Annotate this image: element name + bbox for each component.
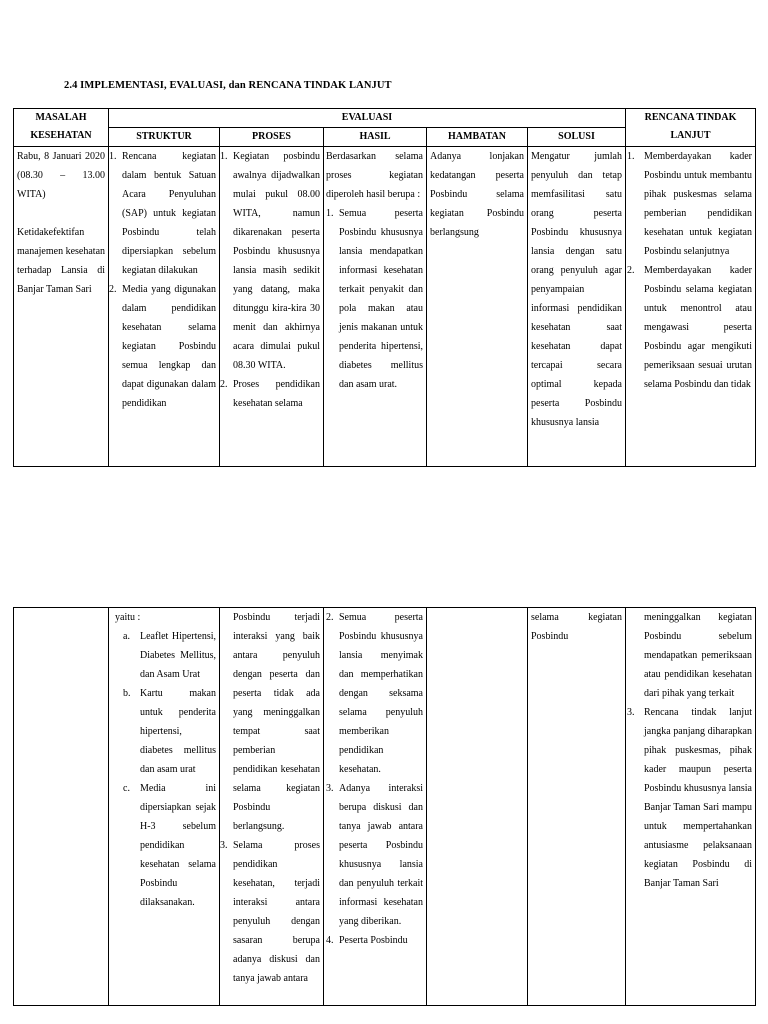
hasil-intro: Berdasarkan selama proses kegiatan diperoleh hasil berupa :: [326, 151, 423, 200]
list-item: 1. Memberdayakan kader Posbindu untuk membantu pihak puskesmas selama pemberian pendidikan kesehatan untuk kegiatan Posbindu selanjutnya: [627, 151, 752, 257]
proses-cell: [220, 147, 324, 467]
header-rencana: RENCANA TINDAK LANJUT: [626, 109, 756, 147]
list-item: 1. Kegiatan posbindu awalnya dijadwalkan mulai pukul 08.00 WITA, namun dikarenakan peserta Posbindu khususnya lansia masih sedikit yang datang, maka ditunggu kira-kira 30 menit dan akhirnya acara dimulai pukul 08.30 WITA.: [220, 151, 320, 371]
evaluation-table-page-2: [13, 607, 756, 1006]
header-hambatan: HAMBATAN: [427, 128, 528, 147]
struktur-intro: yaitu :: [115, 612, 141, 623]
header-solusi: SOLUSI: [528, 128, 626, 147]
header-struktur: STRUKTUR: [109, 128, 220, 147]
header-evaluasi: EVALUASI: [109, 109, 626, 128]
list-item: 2. Proses pendidikan kesehatan selama: [220, 379, 320, 409]
hambatan-cell-cont: [427, 608, 528, 1006]
list-item: 1. Semua peserta Posbindu khususnya lansia mendapatkan informasi kesehatan terkait penyakit dan pola makan atau jenis makanan untuk penderita hipertensi, diabetes mellitus dan asam urat.: [326, 208, 423, 390]
struktur-cell: [109, 147, 220, 467]
evaluation-table-page-1: [13, 108, 756, 467]
masalah-cell: [14, 147, 109, 467]
list-item: b. Kartu makan untuk penderita hipertensi, diabetes mellitus dan asam urat: [123, 688, 216, 775]
list-item: a. Leaflet Hipertensi, Diabetes Mellitus, dan Asam Urat: [123, 631, 216, 680]
rencana-cell: [626, 147, 756, 467]
list-item: 1. Rencana kegiatan dalam bentuk Satuan Acara Penyuluhan (SAP) untuk kegiatan Posbindu telah dipersiapkan sebelum kegiatan dilakukan: [109, 151, 216, 276]
section-heading: 2.4 IMPLEMENTASI, EVALUASI, dan RENCANA TINDAK LANJUT: [64, 80, 392, 91]
proses-cell-cont: [220, 608, 324, 1006]
rencana-cell-cont: [626, 608, 756, 1006]
list-item: 3. Adanya interaksi berupa diskusi dan tanya jawab antara peserta Posbindu khususnya lansia dan penyuluh terkait informasi kesehatan yang diberikan.: [326, 783, 423, 927]
list-item: 3. Rencana tindak lanjut jangka panjang diharapkan pihak puskesmas, pihak kader maupun peserta Posbindu khususnya lansia Banjar Taman Sari mampu untuk mempertahankan antusiasme pelaksanaan kegiatan Posbindu di Banjar Taman Sari: [627, 707, 752, 889]
list-item: 2. Memberdayakan kader Posbindu selama kegiatan untuk menontrol atau mengawasi peserta Posbindu agar mengikuti pemeriksaan sesuai urutan selama Posbindu dan tidak: [627, 265, 752, 390]
list-item: 3. Selama proses pendidikan kesehatan, terjadi interaksi antara penyuluh dengan sasaran berupa adanya diskusi dan tanya jawab antara: [220, 840, 320, 984]
header-proses: PROSES: [220, 128, 324, 147]
list-item: 4. Peserta Posbindu: [326, 935, 408, 946]
header-masalah: MASALAH KESEHATAN: [14, 109, 109, 147]
proses-continued: Posbindu terjadi interaksi yang baik antara penyuluh dengan peserta dan peserta tidak ada yang meninggalkan tempat saat pemberian pendidikan kesehatan selama kegiatan Posbindu berlangsung.: [233, 612, 320, 832]
header-hasil: HASIL: [324, 128, 427, 147]
solusi-cell: Mengatur jumlah penyuluh dan tetap memfasilitasi satu orang peserta Posbindu khususnya lansia dengan satu orang penyuluh agar penyampaian informasi pendidikan kesehatan saat kesehatan dapat tercapai secara optimal kepada peserta Posbindu khususnya lansia: [528, 147, 626, 467]
masalah-text: Ketidakefektifan manajemen kesehatan terhadap Lansia di Banjar Taman Sari: [17, 227, 106, 295]
list-item: 2. Semua peserta Posbindu khususnya lansia menyimak dan memperhatikan dengan seksama selama penyuluh memberikan pendidikan kesehatan.: [326, 612, 423, 775]
struktur-cell-cont: [109, 608, 220, 1006]
hasil-cell: [324, 147, 427, 467]
hambatan-cell: Adanya lonjakan kedatangan peserta Posbindu selama kegiatan Posbindu berlangsung: [427, 147, 528, 467]
masalah-cell-cont: [14, 608, 109, 1006]
list-item: 2. Media yang digunakan dalam pendidikan kesehatan selama kegiatan Posbindu semua lengkap dan dapat digunakan dalam pendidikan: [109, 284, 216, 409]
rencana-continued: meninggalkan kegiatan Posbindu sebelum mendapatkan pemeriksaan atau pendidikan kesehatan dari pihak yang terkait: [644, 612, 752, 699]
hasil-cell-cont: [324, 608, 427, 1006]
masalah-date: Rabu, 8 Januari 2020 (08.30 – 13.00 WITA): [17, 151, 105, 200]
list-item: c. Media ini dipersiapkan sejak H-3 sebelum pendidikan kesehatan selama Posbindu dilaksanakan.: [123, 783, 216, 908]
solusi-cell-cont: selama kegiatan Posbindu: [528, 608, 626, 1006]
